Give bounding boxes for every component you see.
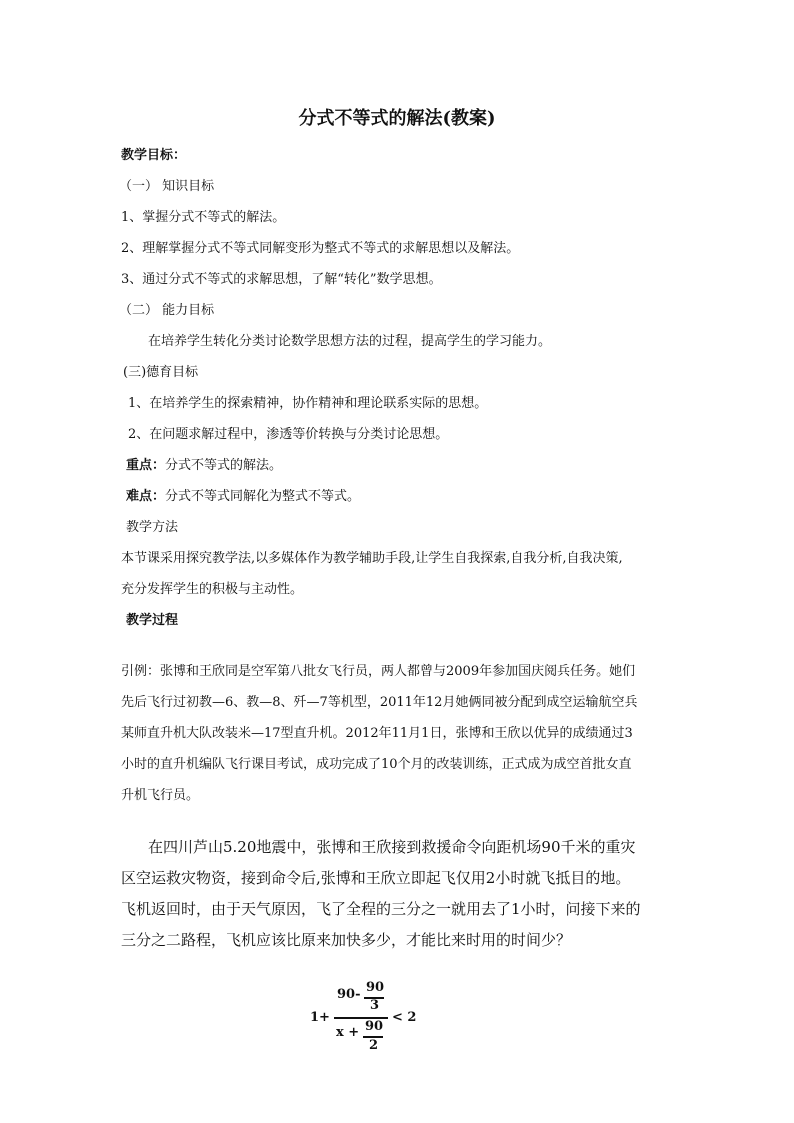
difficulty-point bbox=[126, 488, 360, 506]
formula-denominator-c: 2 bbox=[369, 1038, 379, 1053]
key-point bbox=[126, 457, 282, 475]
formula-lead: 1+ bbox=[310, 1010, 330, 1025]
ability-objective-1: 在培养学生转化分类讨论数学思想方法的过程，提高学生的学习能力。 bbox=[148, 334, 552, 349]
formula-numerator-a: 90- bbox=[337, 987, 361, 1002]
formula-numerator-b: 90 bbox=[366, 980, 385, 995]
intro-line-5: 升机飞行员。 bbox=[121, 788, 200, 803]
formula-relation: < 2 bbox=[392, 1010, 417, 1025]
inequality-formula bbox=[310, 980, 440, 1060]
problem-line-3: 飞机返回时，由于天气原因，飞了全程的三分之一就用去了1小时，问接下来的 bbox=[121, 900, 641, 918]
key-point-text: 分式不等式的解法。 bbox=[165, 458, 283, 473]
difficulty-text: 分式不等式同解化为整式不等式。 bbox=[165, 489, 361, 504]
formula-numerator-c: 3 bbox=[370, 998, 380, 1013]
formula-denominator-a: x + bbox=[336, 1025, 360, 1040]
intro-line-4: 小时的直升机编队飞行课目考试，成功完成了10个月的改装训练，正式成为成空首批女直 bbox=[121, 757, 632, 772]
moral-objectives-heading: (三)德育目标 bbox=[123, 365, 199, 380]
knowledge-objective-2: 2、理解掌握分式不等式同解变形为整式不等式的求解思想以及解法。 bbox=[121, 241, 520, 256]
knowledge-objective-3: 3、通过分式不等式的求解思想，了解“转化”数学思想。 bbox=[121, 272, 442, 287]
intro-line-2: 先后飞行过初教—6、教—8、歼—7等机型，2011年12月她俩同被分配到成空运输航空兵 bbox=[121, 695, 638, 710]
formula-denominator-b: 90 bbox=[365, 1019, 384, 1034]
ability-objectives-heading: （二） 能力目标 bbox=[119, 303, 215, 318]
intro-line-3: 某师直升机大队改装米—17型直升机。2012年11月1日，张博和王欣以优异的成绩通过3 bbox=[121, 726, 633, 741]
knowledge-objective-1: 1、掌握分式不等式的解法。 bbox=[121, 210, 286, 225]
difficulty-label: 难点： bbox=[126, 489, 166, 504]
method-heading: 教学方法 bbox=[126, 520, 179, 535]
objectives-heading: 教学目标： bbox=[121, 148, 187, 163]
problem-line-2: 区空运救灾物资，接到命令后,张博和王欣立即起飞仅用2小时就飞抵目的地。 bbox=[121, 869, 631, 887]
intro-line-1: 引例：张博和王欣同是空军第八批女飞行员，两人都曾与2009年参加国庆阅兵任务。她们 bbox=[121, 664, 636, 679]
problem-line-1: 在四川芦山5.20地震中，张博和王欣接到救援命令向距机场90千米的重灾 bbox=[148, 838, 636, 856]
key-point-label: 重点： bbox=[126, 458, 166, 473]
moral-objective-1: 1、在培养学生的探索精神，协作精神和理论联系实际的思想。 bbox=[128, 396, 488, 411]
document-title: 分式不等式的解法(教案) bbox=[298, 108, 496, 129]
moral-objective-2: 2、在问题求解过程中，渗透等价转换与分类讨论思想。 bbox=[128, 427, 449, 442]
knowledge-objectives-heading: （一） 知识目标 bbox=[119, 179, 215, 194]
problem-line-4: 三分之二路程，飞机应该比原来加快多少，才能比来时用的时间少？ bbox=[121, 931, 572, 949]
method-line-2: 充分发挥学生的积极与主动性。 bbox=[121, 582, 304, 597]
process-heading: 教学过程 bbox=[126, 613, 179, 628]
method-line-1: 本节课采用探究教学法,以多媒体作为教学辅助手段,让学生自我探索,自我分析,自我决策, bbox=[121, 551, 623, 566]
